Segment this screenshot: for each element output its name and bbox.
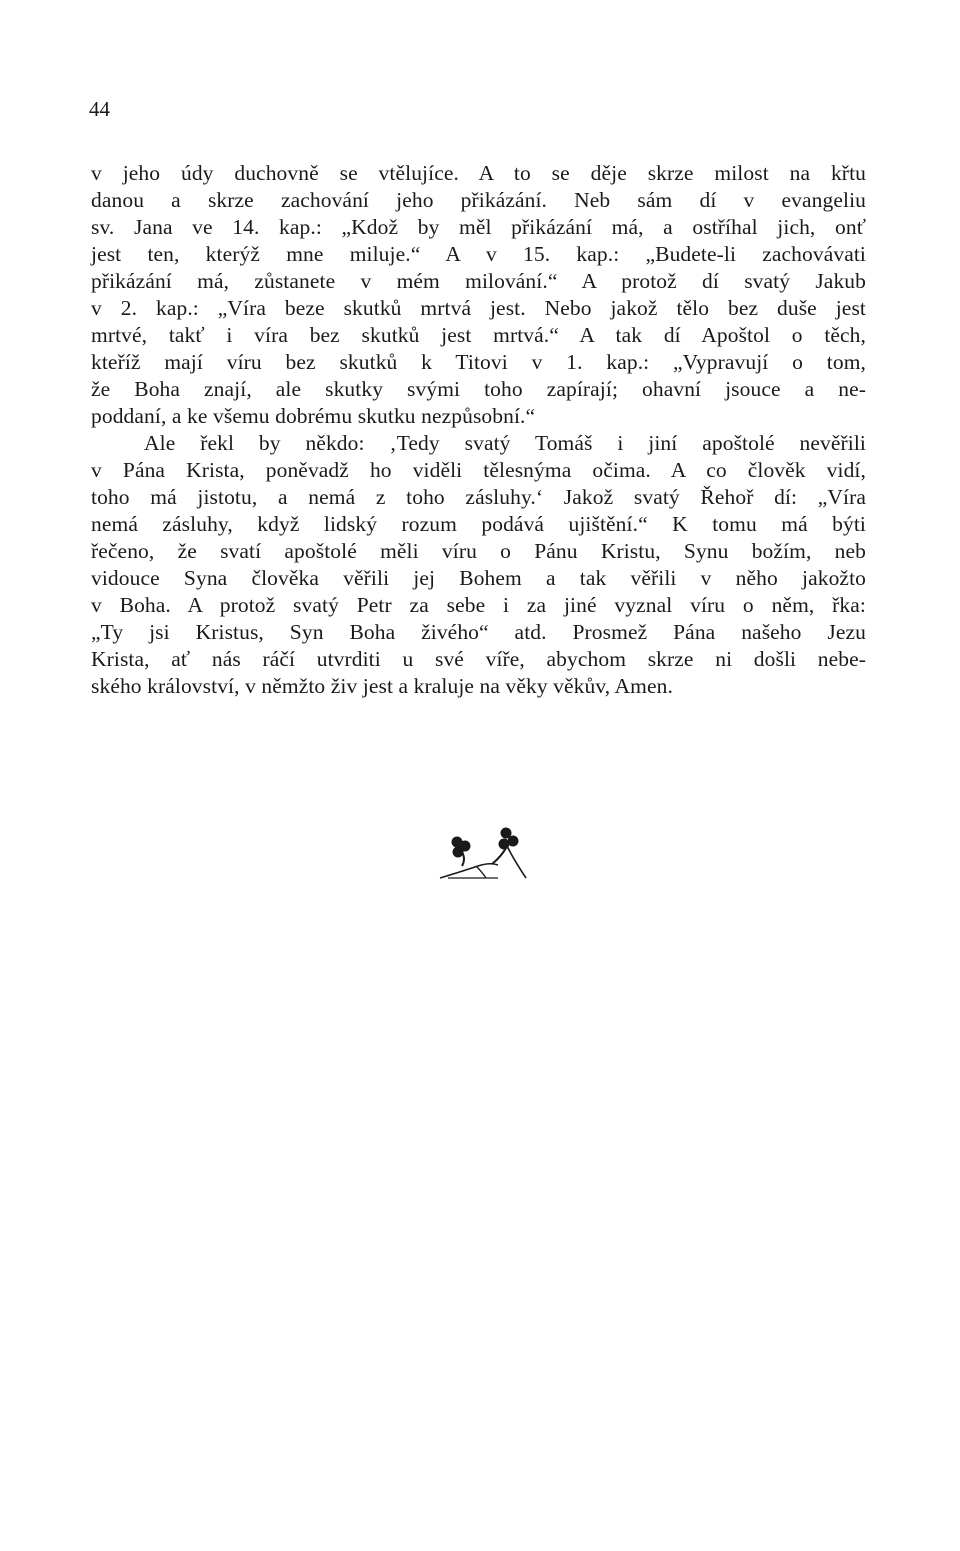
text-line: danou a skrze zachování jeho přikázání. Neb sám dí v evangeliu: [91, 188, 866, 212]
text-line: v jeho údy duchovně se vtělujíce. A to se děje skrze milost na křtu: [91, 161, 866, 185]
body-text: [91, 160, 866, 700]
text-line: Krista, ať nás ráčí utvrditi u své víře, abychom skrze ni došli nebe-: [91, 647, 866, 671]
text-line: poddaní, a ke všemu dobrému skutku nezpůsobní.“: [91, 404, 536, 428]
text-line: kteříž mají víru bez skutků k Titovi v 1. kap.: „Vypravují o tom,: [91, 350, 866, 374]
text-line: nemá zásluhy, když lidský rozum podává ujištění.“ K tomu má býti: [91, 512, 866, 536]
text-line: ského království, v němžto živ jest a kraluje na věky věkův, Amen.: [91, 674, 673, 698]
text-line: Ale řekl by někdo: ‚Tedy svatý Tomáš i jiní apoštolé nevěřili: [144, 431, 866, 455]
text-line: že Boha znají, ale skutky svými toho zapírají; ohavní jsouce a ne-: [91, 377, 866, 401]
text-line: „Ty jsi Kristus, Syn Boha živého“ atd. Prosmež Pána našeho Jezu: [91, 620, 866, 644]
text-line: v Pána Krista, poněvadž ho viděli tělesnýma očima. A co člověk vidí,: [91, 458, 866, 482]
clover-ornament-icon: [436, 822, 532, 884]
text-line: v Boha. A protož svatý Petr za sebe i za jiné vyznal víru o něm, řka:: [91, 593, 866, 617]
text-line: jest ten, kterýž mne miluje.“ A v 15. kap.: „Budete-li zachovávati: [91, 242, 866, 266]
text-line: toho má jistotu, a nemá z toho zásluhy.‘ Jakož svatý Řehoř dí: „Víra: [91, 485, 866, 509]
text-line: vidouce Syna člověka věřili jej Bohem a tak věřili v něho jakožto: [91, 566, 866, 590]
text-line: mrtvé, takť i víra bez skutků jest mrtvá.“ A tak dí Apoštol o těch,: [91, 323, 866, 347]
text-line: řečeno, že svatí apoštolé měli víru o Pánu Kristu, Synu božím, neb: [91, 539, 866, 563]
text-line: sv. Jana ve 14. kap.: „Kdož by měl přikázání má, a ostříhal jich, onť: [91, 215, 866, 239]
text-line: v 2. kap.: „Víra beze skutků mrtvá jest. Nebo jakož tělo bez duše jest: [91, 296, 866, 320]
text-line: přikázání má, zůstanete v mém milování.“ A protož dí svatý Jakub: [91, 269, 866, 293]
page-number: 44: [89, 97, 110, 121]
